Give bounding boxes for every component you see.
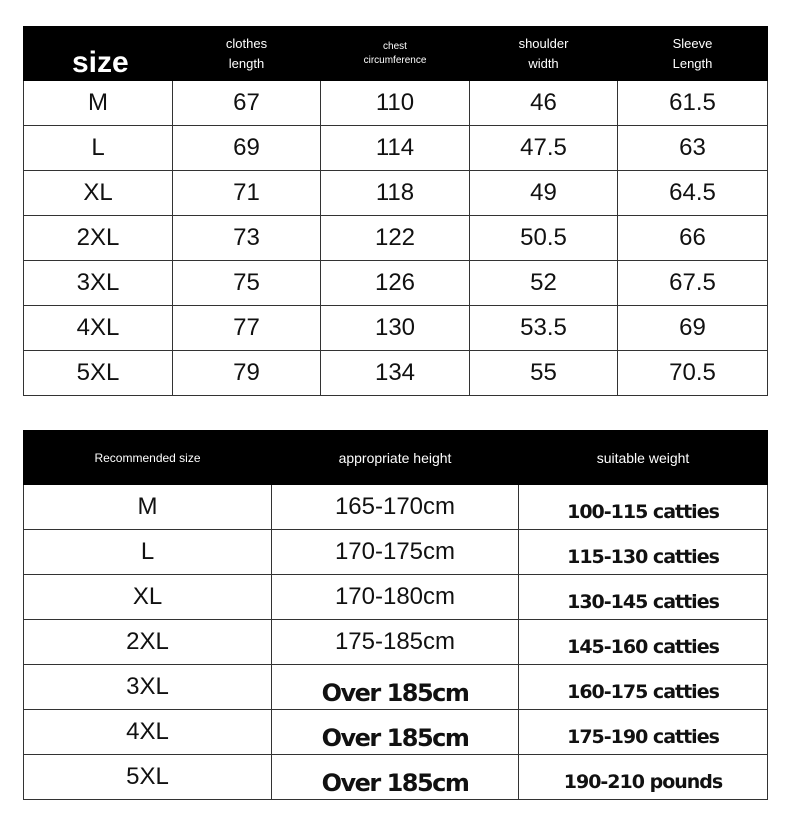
- header-clothes-length: [173, 27, 321, 81]
- cell-size: XL: [24, 171, 173, 216]
- size-chart-header-row: [24, 27, 768, 81]
- cell-sleeve: 63: [618, 126, 768, 171]
- header-clothes-length-line1: clothes: [225, 35, 268, 51]
- header-sleeve-line1: Sleeve: [672, 35, 713, 51]
- cell-suitable-weight: 130-145 catties: [519, 575, 768, 620]
- header-chest-circumference: [321, 27, 470, 81]
- cell-shoulder: 50.5: [470, 216, 618, 261]
- header-size: size: [24, 27, 173, 81]
- cell-recommended-size: 5XL: [24, 755, 272, 800]
- recommendation-header-row: [24, 431, 768, 485]
- table-row: [24, 216, 768, 261]
- cell-suitable-weight: 190-210 pounds: [519, 755, 768, 800]
- cell-size: 4XL: [24, 306, 173, 351]
- cell-size: 2XL: [24, 216, 173, 261]
- cell-sleeve: 61.5: [618, 81, 768, 126]
- header-shoulder-line1: shoulder: [518, 35, 569, 51]
- cell-chest: 118: [321, 171, 470, 216]
- table-row: [24, 665, 768, 710]
- table-row: [24, 351, 768, 396]
- cell-appropriate-height: 165-170cm: [272, 485, 519, 530]
- table-row: [24, 485, 768, 530]
- cell-sleeve: 70.5: [618, 351, 768, 396]
- cell-sleeve: 67.5: [618, 261, 768, 306]
- header-chest-line2: circumference: [363, 54, 427, 66]
- cell-clothes-length: 67: [173, 81, 321, 126]
- cell-shoulder: 55: [470, 351, 618, 396]
- cell-appropriate-height: Over 185cm: [272, 665, 519, 710]
- header-recommended-size: Recommended size: [24, 431, 272, 485]
- table-row: [24, 306, 768, 351]
- table-row: [24, 261, 768, 306]
- cell-suitable-weight: 160-175 catties: [519, 665, 768, 710]
- size-chart-table: [23, 26, 768, 396]
- cell-suitable-weight: 175-190 catties: [519, 710, 768, 755]
- cell-appropriate-height: Over 185cm: [272, 710, 519, 755]
- cell-chest: 126: [321, 261, 470, 306]
- header-suitable-weight: suitable weight: [519, 431, 768, 485]
- cell-recommended-size: 3XL: [24, 665, 272, 710]
- cell-recommended-size: XL: [24, 575, 272, 620]
- size-recommendation-table: [23, 430, 768, 800]
- table-row: [24, 81, 768, 126]
- cell-shoulder: 46: [470, 81, 618, 126]
- header-sleeve-line2: Length: [672, 55, 713, 71]
- header-shoulder-width: [470, 27, 618, 81]
- cell-recommended-size: 4XL: [24, 710, 272, 755]
- cell-chest: 110: [321, 81, 470, 126]
- cell-size: 3XL: [24, 261, 173, 306]
- table-row: [24, 126, 768, 171]
- cell-appropriate-height: 170-175cm: [272, 530, 519, 575]
- header-shoulder-line2: width: [528, 55, 559, 71]
- table-row: [24, 755, 768, 800]
- cell-shoulder: 49: [470, 171, 618, 216]
- cell-clothes-length: 77: [173, 306, 321, 351]
- cell-suitable-weight: 145-160 catties: [519, 620, 768, 665]
- cell-chest: 130: [321, 306, 470, 351]
- table-row: [24, 575, 768, 620]
- cell-clothes-length: 79: [173, 351, 321, 396]
- header-sleeve-length: [618, 27, 768, 81]
- cell-suitable-weight: 100-115 catties: [519, 485, 768, 530]
- cell-shoulder: 47.5: [470, 126, 618, 171]
- cell-size: 5XL: [24, 351, 173, 396]
- table-row: [24, 710, 768, 755]
- cell-sleeve: 64.5: [618, 171, 768, 216]
- cell-shoulder: 52: [470, 261, 618, 306]
- table-row: [24, 620, 768, 665]
- cell-appropriate-height: Over 185cm: [272, 755, 519, 800]
- header-clothes-length-line2: length: [228, 55, 265, 71]
- cell-clothes-length: 73: [173, 216, 321, 261]
- cell-sleeve: 69: [618, 306, 768, 351]
- cell-size: M: [24, 81, 173, 126]
- table-row: [24, 171, 768, 216]
- header-appropriate-height: appropriate height: [272, 431, 519, 485]
- cell-recommended-size: L: [24, 530, 272, 575]
- header-chest-line1: chest: [383, 40, 407, 52]
- cell-recommended-size: 2XL: [24, 620, 272, 665]
- cell-clothes-length: 69: [173, 126, 321, 171]
- cell-shoulder: 53.5: [470, 306, 618, 351]
- cell-recommended-size: M: [24, 485, 272, 530]
- cell-appropriate-height: 175-185cm: [272, 620, 519, 665]
- cell-sleeve: 66: [618, 216, 768, 261]
- table-row: [24, 530, 768, 575]
- cell-appropriate-height: 170-180cm: [272, 575, 519, 620]
- cell-chest: 134: [321, 351, 470, 396]
- cell-size: L: [24, 126, 173, 171]
- cell-clothes-length: 71: [173, 171, 321, 216]
- cell-suitable-weight: 115-130 catties: [519, 530, 768, 575]
- cell-chest: 122: [321, 216, 470, 261]
- cell-chest: 114: [321, 126, 470, 171]
- cell-clothes-length: 75: [173, 261, 321, 306]
